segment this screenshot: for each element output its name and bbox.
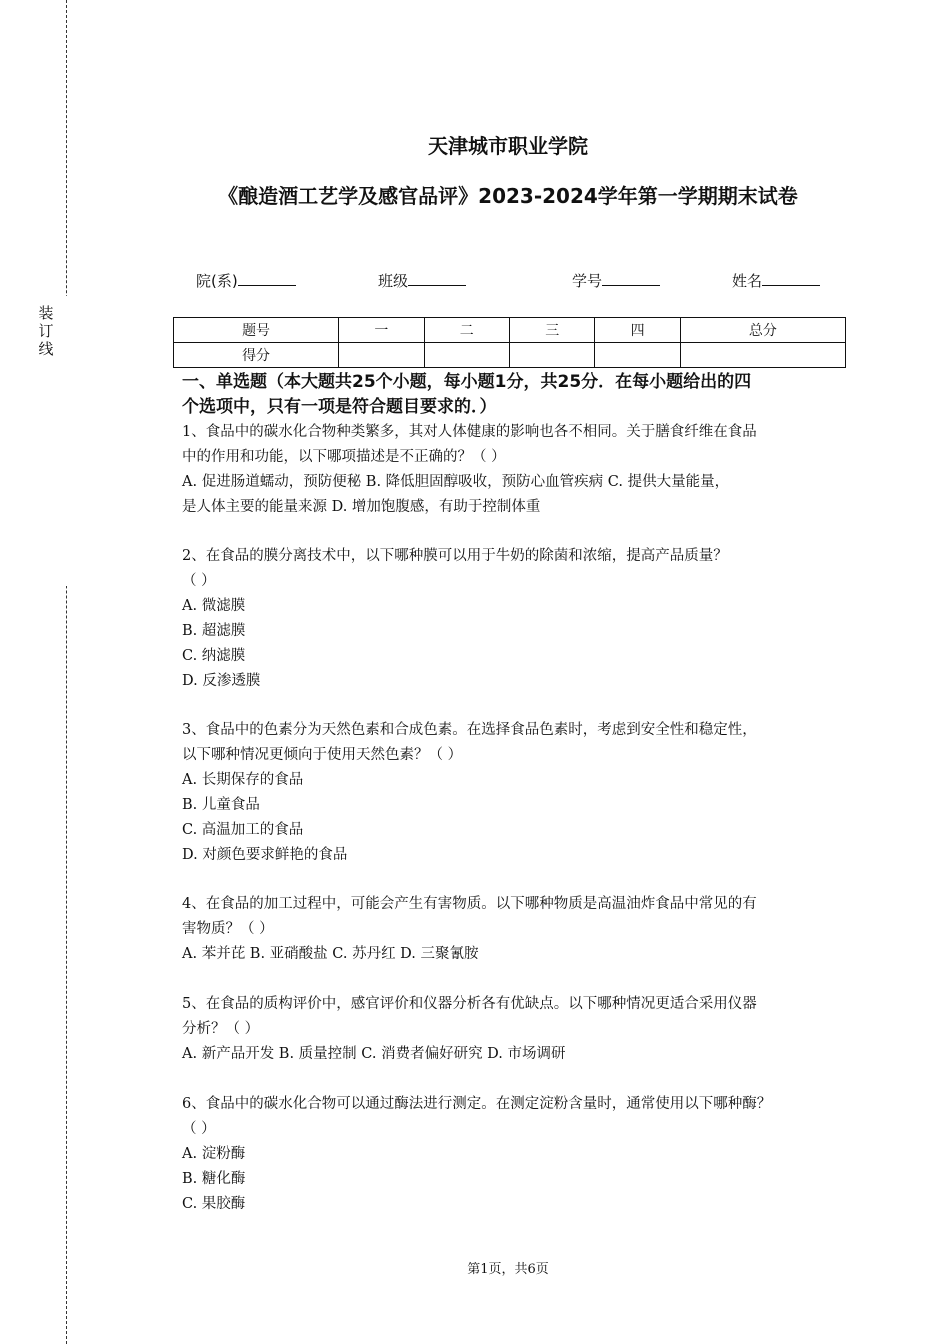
option-d: D. 反渗透膜 <box>182 673 261 689</box>
score-cell: 四 <box>595 318 680 343</box>
option-a: A. 微滤膜 <box>182 598 246 614</box>
section-heading <box>182 370 842 420</box>
binding-char: 订 <box>38 322 54 340</box>
question-line: 中的作用和功能，以下哪项描述是不正确的？（ ） <box>182 449 506 465</box>
option-b: B. 超滤膜 <box>182 623 246 639</box>
school-name: 天津城市职业学院 <box>428 134 588 158</box>
dept-label: 院(系) <box>196 272 238 290</box>
class-field <box>378 270 466 291</box>
page-number: 第1页，共6页 <box>467 1262 549 1277</box>
question-6 <box>182 1092 850 1217</box>
dept-blank[interactable] <box>238 271 296 286</box>
option-a: A. 淀粉酶 <box>182 1146 246 1162</box>
question-line: 5、在食品的质构评价中，感官评价和仪器分析各有优缺点。以下哪种情况更适合采用仪器 <box>182 996 757 1012</box>
score-input-cell[interactable] <box>339 343 424 368</box>
question-4 <box>182 892 850 967</box>
question-line: 4、在食品的加工过程中，可能会产生有害物质。以下哪种物质是高温油炸食品中常见的有 <box>182 896 757 912</box>
option-c: C. 果胶酶 <box>182 1196 246 1212</box>
score-table-score-row <box>174 343 846 368</box>
binding-gap <box>60 296 74 586</box>
class-label: 班级 <box>378 272 409 290</box>
score-cell: 总分 <box>680 318 845 343</box>
option-b: B. 糖化酶 <box>182 1171 246 1187</box>
option-b: B. 儿童食品 <box>182 797 260 813</box>
score-input-cell[interactable] <box>595 343 680 368</box>
question-line: 2、在食品的膜分离技术中，以下哪种膜可以用于牛奶的除菌和浓缩，提高产品质量？ <box>182 548 728 564</box>
section-heading-line: 个选项中，只有一项是符合题目要求的．） <box>182 397 497 417</box>
score-cell: 题号 <box>174 318 339 343</box>
question-line: 3、食品中的色素分为天然色素和合成色素。在选择食品色素时，考虑到安全性和稳定性， <box>182 722 757 738</box>
name-field <box>732 270 820 291</box>
score-table <box>173 317 846 368</box>
question-2 <box>182 544 850 694</box>
score-input-cell[interactable] <box>680 343 845 368</box>
score-cell: 二 <box>424 318 509 343</box>
options-line: 是人体主要的能量来源 D. 增加饱腹感，有助于控制体重 <box>182 499 541 515</box>
binding-label <box>36 304 56 358</box>
options-line: A. 促进肠道蠕动，预防便秘 B. 降低胆固醇吸收，预防心血管疾病 C. 提供大量能量， <box>182 474 730 490</box>
score-input-cell[interactable] <box>424 343 509 368</box>
score-input-cell[interactable] <box>509 343 594 368</box>
question-line: （ ） <box>182 1121 216 1137</box>
option-a: A. 长期保存的食品 <box>182 772 304 788</box>
score-cell: 一 <box>339 318 424 343</box>
student-no-blank[interactable] <box>602 271 660 286</box>
name-label: 姓名 <box>732 272 763 290</box>
student-no-label: 学号 <box>572 272 603 290</box>
score-table-header-row <box>174 318 846 343</box>
question-line: （ ） <box>182 573 216 589</box>
question-3 <box>182 718 850 868</box>
section-heading-line: 一、单选题（本大题共25个小题，每小题1分，共25分．在每小题给出的四 <box>182 372 752 392</box>
name-blank[interactable] <box>762 271 820 286</box>
question-5 <box>182 992 850 1067</box>
options-line: A. 新产品开发 B. 质量控制 C. 消费者偏好研究 D. 市场调研 <box>182 1046 566 1062</box>
binding-char: 线 <box>38 340 54 358</box>
exam-title: 《酿造酒工艺学及感官品评》2023-2024学年第一学期期末试卷 <box>218 184 798 208</box>
option-c: C. 纳滤膜 <box>182 648 246 664</box>
options-line: A. 苯并芘 B. 亚硝酸盐 C. 苏丹红 D. 三聚氰胺 <box>182 946 479 962</box>
option-c: C. 高温加工的食品 <box>182 822 304 838</box>
class-blank[interactable] <box>408 271 466 286</box>
question-line: 害物质？（ ） <box>182 921 274 937</box>
binding-char: 装 <box>38 304 54 322</box>
question-line: 6、食品中的碳水化合物可以通过酶法进行测定。在测定淀粉含量时，通常使用以下哪种酶？ <box>182 1096 772 1112</box>
student-no-field <box>572 270 660 291</box>
question-1 <box>182 420 850 520</box>
dept-field <box>196 270 296 291</box>
score-cell: 三 <box>509 318 594 343</box>
option-d: D. 对颜色要求鲜艳的食品 <box>182 847 348 863</box>
question-line: 分析？（ ） <box>182 1021 260 1037</box>
question-line: 1、食品中的碳水化合物种类繁多，其对人体健康的影响也各不相同。关于膳食纤维在食品 <box>182 424 757 440</box>
question-line: 以下哪种情况更倾向于使用天然色素？（ ） <box>182 747 463 763</box>
score-row-label: 得分 <box>174 343 339 368</box>
